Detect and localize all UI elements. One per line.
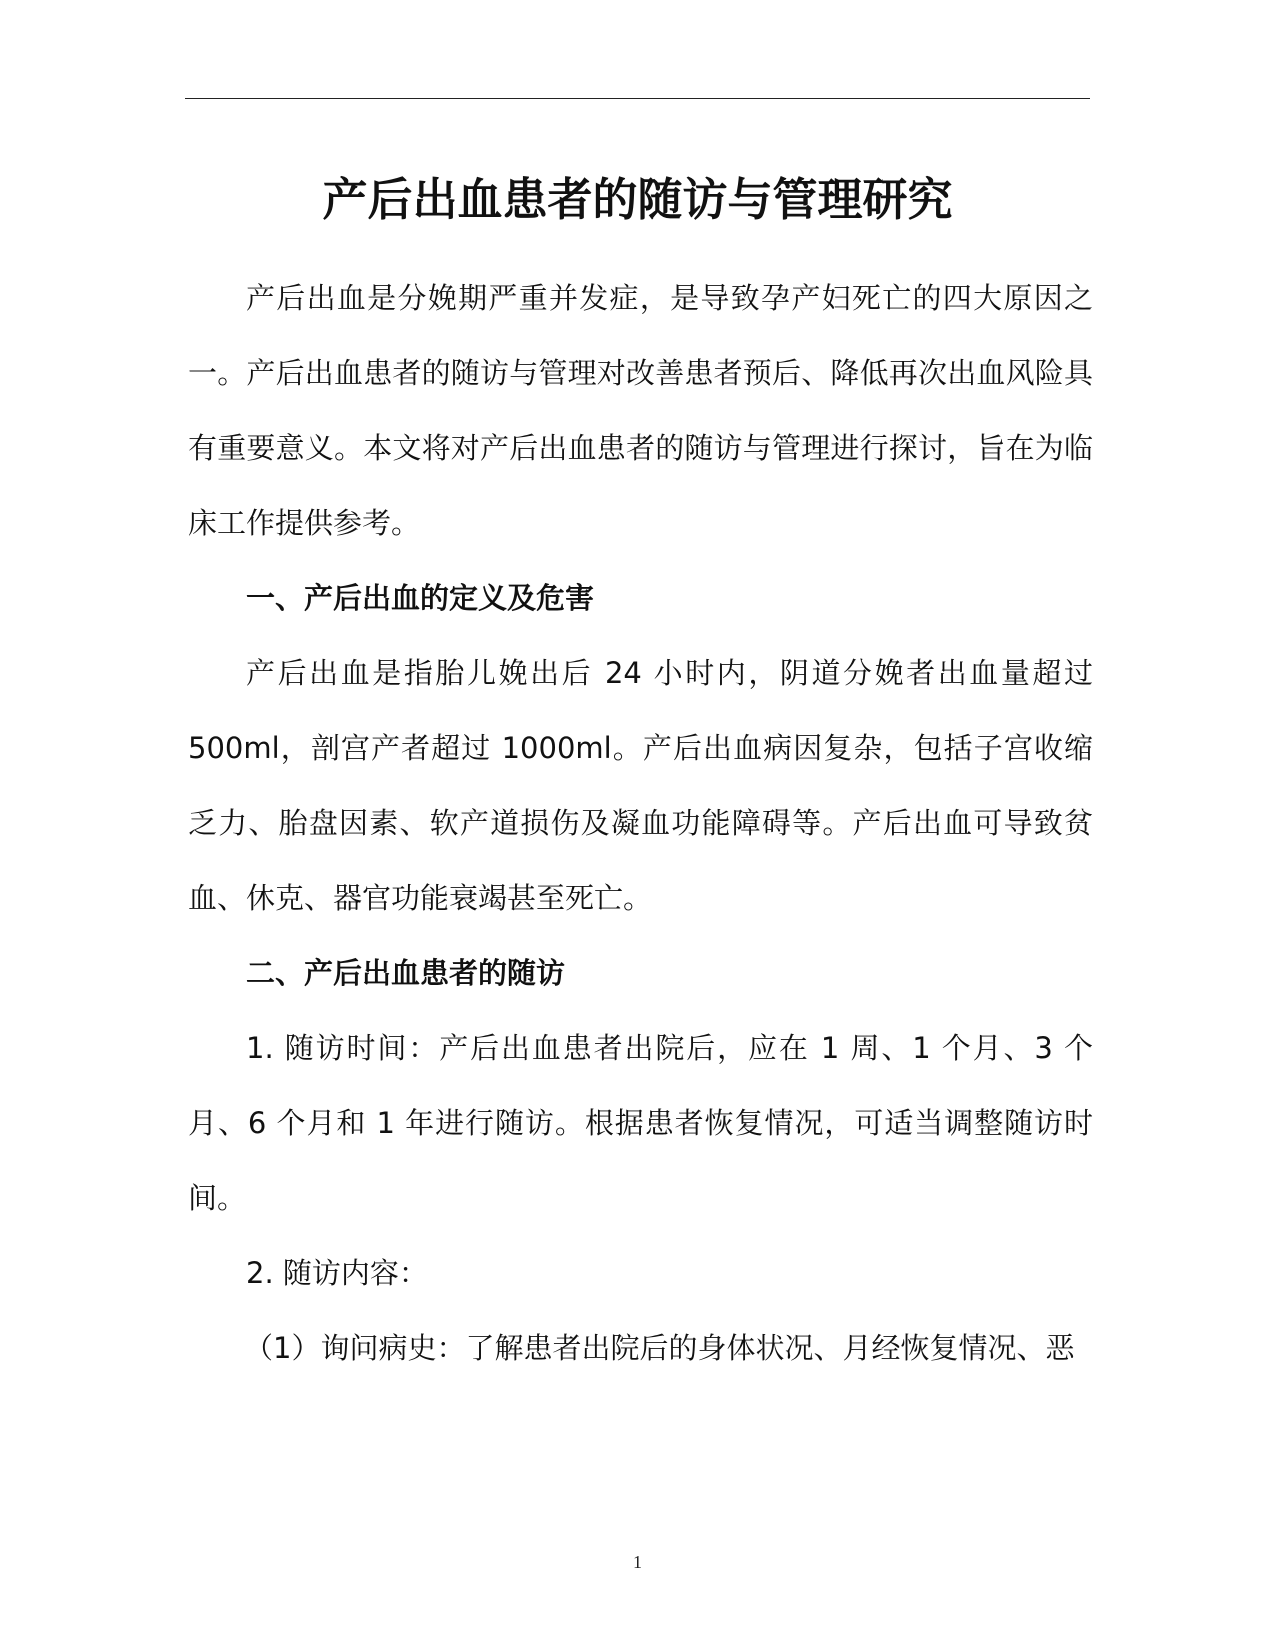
history-inquiry-paragraph: （1）询问病史：了解患者出院后的身体状况、月经恢复情况、恶 <box>244 1331 1075 1365</box>
intro-paragraph: 产后出血是分娩期严重并发症，是导致孕产妇死亡的四大原因之一。产后出血患者的随访与管理对改善患者预后、降低再次出血风险具有重要意义。本文将对产后出血患者的随访与管理进行探讨，旨在为临床工作提供参考。 <box>188 281 1093 540</box>
section-heading-1: 一、产后出血的定义及危害 <box>246 581 595 615</box>
definition-paragraph: 产后出血是指胎儿娩出后 24 小时内，阴道分娩者出血量超过 500ml，剖宫产者超过 1000ml。产后出血病因复杂，包括子宫收缩乏力、胎盘因素、软产道损伤及凝血功能障碍等。产后出血可导致贫血、休克、器官功能衰竭甚至死亡。 <box>188 656 1093 915</box>
section-heading-2: 二、产后出血患者的随访 <box>246 956 566 990</box>
page-number: 1 <box>633 1552 642 1572</box>
followup-content-paragraph: 2. 随访内容： <box>246 1256 428 1290</box>
header-rule <box>185 98 1090 99</box>
document-title: 产后出血患者的随访与管理研究 <box>322 173 953 226</box>
followup-time-paragraph: 1. 随访时间：产后出血患者出院后，应在 1 周、1 个月、3 个月、6 个月和 1 年进行随访。根据患者恢复情况，可适当调整随访时间。 <box>188 1031 1093 1215</box>
document-body <box>188 261 1093 1386</box>
